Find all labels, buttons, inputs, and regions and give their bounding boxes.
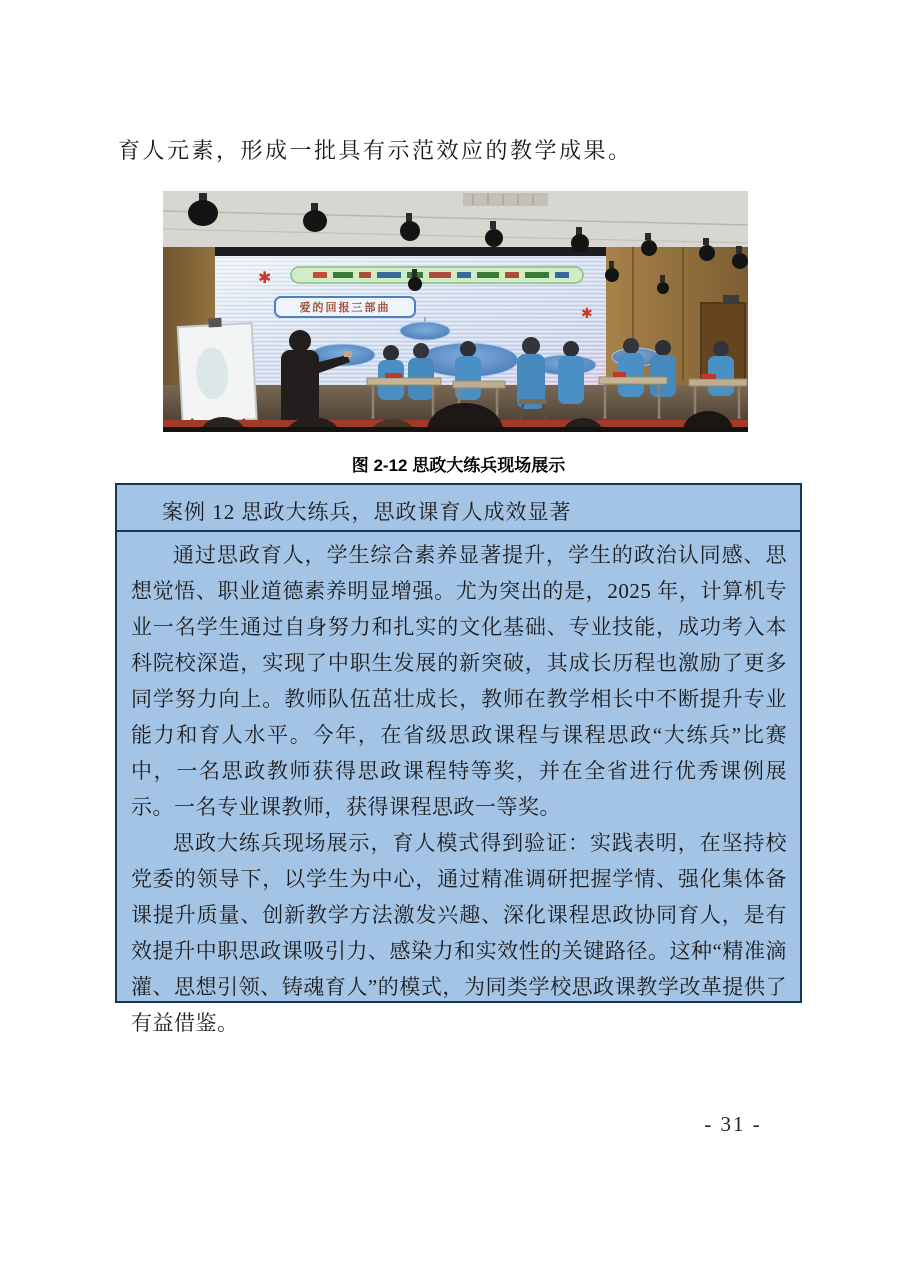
photo-bottom-shadow bbox=[163, 427, 748, 432]
classroom-photo-illustration bbox=[163, 191, 748, 432]
whiteboard bbox=[177, 316, 256, 423]
case-box-title: 案例 12 思政大练兵，思政课育人成效显著 bbox=[117, 485, 800, 532]
ceiling bbox=[163, 191, 748, 247]
screen-title-text: 爱的回报三部曲 bbox=[299, 302, 391, 314]
flower-decoration-right-icon: ✱ bbox=[581, 307, 593, 322]
case-paragraph-1: 通过思政育人，学生综合素养显著提升，学生的政治认同感、思想觉悟、职业道德素养明显增强。尤为突出的是，2025 年，计算机专业一名学生通过自身努力和扎实的文化基础、专业技能，成功考入本科院校深造，实现了中职生发展的新突破，其成长历程也激励了更多同学努力向上。教师队伍茁壮成长，教师在教学相长中不断提升专业能力和育人水平。今年，在省级思政课程与课程思政“大练兵”比赛中，一名思政教师获得思政课程特等奖，并在全省进行优秀课例展示。一名专业课教师，获得课程思政一等奖。 bbox=[131, 543, 787, 819]
figure-caption: 图 2-12 思政大练兵现场展示 bbox=[351, 456, 566, 475]
screen-banner-text-blur bbox=[313, 272, 569, 278]
door-sign bbox=[723, 295, 739, 304]
flower-decoration-left-icon: ✱ bbox=[258, 270, 272, 287]
figure-photo bbox=[163, 191, 748, 432]
case-paragraph-2: 思政大练兵现场展示，育人模式得到验证：实践表明，在坚持校党委的领导下，以学生为中心，通过精准调研把握学情、强化集体备课提升质量、创新教学方法激发兴趣、深化课程思政协同育人，是有效提升中职思政课吸引力、感染力和实效性的关键路径。这种“精准滴灌、思想引领、铸魂育人”的模式，为同类学校思政课教学改革提供了有益借鉴。 bbox=[131, 831, 787, 1035]
case-box bbox=[115, 483, 802, 1035]
page-number: - 31 - bbox=[704, 1112, 762, 1136]
ceiling-vent bbox=[463, 193, 548, 206]
intro-text: 育人元素，形成一批具有示范效应的教学成果。 bbox=[118, 138, 633, 163]
case-box-body bbox=[117, 532, 800, 1041]
screen-bezel bbox=[215, 247, 606, 256]
